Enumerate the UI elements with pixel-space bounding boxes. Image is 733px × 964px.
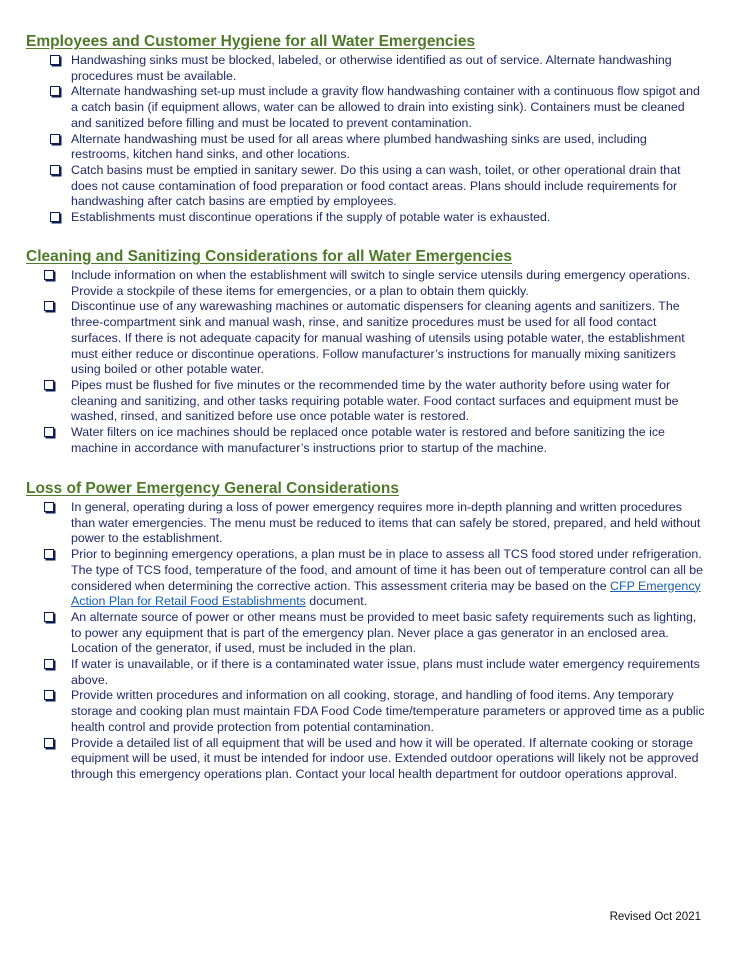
checklist-item: In general, operating during a loss of power emergency requires more in-depth planning and written procedures than water emergencies. The menu must be reduced to items that can safely be stored, prepared, and held without power to the establishment. — [26, 500, 706, 547]
cfp-plan-link[interactable]: CFP Emergency Action Plan for Retail Food Establishments — [71, 578, 701, 609]
checkbox-icon — [44, 659, 54, 669]
checklist-item: An alternate source of power or other means must be provided to meet basic safety requirements such as lighting, to power any equipment that is part of the emergency plan. Never place a gas generator in an enclosed area. Location of the generator, if used, must be included in the plan. — [26, 610, 706, 657]
checkbox-icon — [50, 134, 60, 144]
checklist-item: Pipes must be flushed for five minutes or the recommended time by the water authority before using water for cleaning and sanitizing, and other tasks requiring potable water. Food contact surfaces and equipment must be washed, rinsed, and sanitized before use once potable water is restored. — [26, 378, 706, 425]
checkbox-icon — [44, 690, 54, 700]
checklist — [26, 268, 706, 456]
checklist-item: Include information on when the establishment will switch to single service utensils during emergency operations. Provide a stockpile of these items for emergencies, or a plan to obtain them quickly. — [26, 268, 706, 299]
checklist-item: Water filters on ice machines should be replaced once potable water is restored and before sanitizing the ice machine in accordance with manufacturer’s instructions prior to startup of the machine. — [26, 425, 706, 456]
checkbox-icon — [44, 738, 54, 748]
checklist-item: Handwashing sinks must be blocked, labeled, or otherwise identified as out of service. Alternate handwashing procedures must be available. — [26, 53, 706, 84]
checkbox-icon — [50, 86, 60, 96]
checklist-item: Prior to beginning emergency operations, a plan must be in place to assess all TCS food stored under refrigeration. The type of TCS food, temperature of the food, and amount of time it has been out of temperature control can all be considered when determining the corrective action. This assessment criteria may be based on the CFP Emergency Action Plan for Retail Food Establishments document. — [26, 547, 706, 610]
section-power — [26, 480, 706, 783]
checklist — [26, 53, 706, 226]
checklist-item: Alternate handwashing must be used for all areas where plumbed handwashing sinks are used, including restrooms, kitchen hand sinks, and other locations. — [26, 132, 706, 163]
section-heading: Loss of Power Emergency General Considerations — [26, 480, 399, 497]
section-heading: Cleaning and Sanitizing Considerations for all Water Emergencies — [26, 248, 513, 265]
checkbox-icon — [50, 165, 60, 175]
revision-date: Revised Oct 2021 — [609, 911, 701, 923]
checklist-item: Provide a detailed list of all equipment that will be used and how it will be operated. If alternate cooking or storage equipment will be used, it must be intended for indoor use. Extended outdoor operations will likely not be approved through this emergency operations plan. Contact your local health department for outdoor operations approval. — [26, 736, 706, 783]
checklist-item: Discontinue use of any warewashing machines or automatic dispensers for cleaning agents and sanitizers. The three-compartment sink and manual wash, rinse, and sanitize procedures must be used for all food contact surfaces. If there is not adequate capacity for manual washing of utensils using potable water, the establishment must either reduce or discontinue operations. Follow manufacturer’s instructions for manually mixing sanitizers using boiled or other potable water. — [26, 299, 706, 378]
section-cleaning — [26, 248, 706, 456]
section-hygiene — [26, 33, 706, 226]
checklist — [26, 500, 706, 783]
checkbox-icon — [44, 380, 54, 390]
checkbox-icon — [50, 212, 60, 222]
checkbox-icon — [44, 549, 54, 559]
checklist-item: If water is unavailable, or if there is a contaminated water issue, plans must include water emergency requirements above. — [26, 657, 706, 688]
checkbox-icon — [44, 301, 54, 311]
checkbox-icon — [44, 502, 54, 512]
checkbox-icon — [50, 55, 60, 65]
checklist-item: Catch basins must be emptied in sanitary sewer. Do this using a can wash, toilet, or other operational drain that does not cause contamination of food preparation or food contact areas. Plans should include requirements for handwashing after catch basins are emptied by employees. — [26, 163, 706, 210]
checklist-item: Establishments must discontinue operations if the supply of potable water is exhausted. — [26, 210, 706, 226]
checkbox-icon — [44, 270, 54, 280]
section-heading: Employees and Customer Hygiene for all Water Emergencies — [26, 33, 476, 50]
checklist-item: Alternate handwashing set-up must include a gravity flow handwashing container with a continuous flow spigot and a catch basin (if equipment allows, water can be allowed to drain into existing sink). Containers must be cleaned and sanitized before filling and must be located to prevent contamination. — [26, 84, 706, 131]
checkbox-icon — [44, 427, 54, 437]
checklist-item: Provide written procedures and information on all cooking, storage, and handling of food items. Any temporary storage and cooking plan must maintain FDA Food Code time/temperature parameters or approved time as a public health control and provide protection from potential contamination. — [26, 688, 706, 735]
checkbox-icon — [44, 612, 54, 622]
